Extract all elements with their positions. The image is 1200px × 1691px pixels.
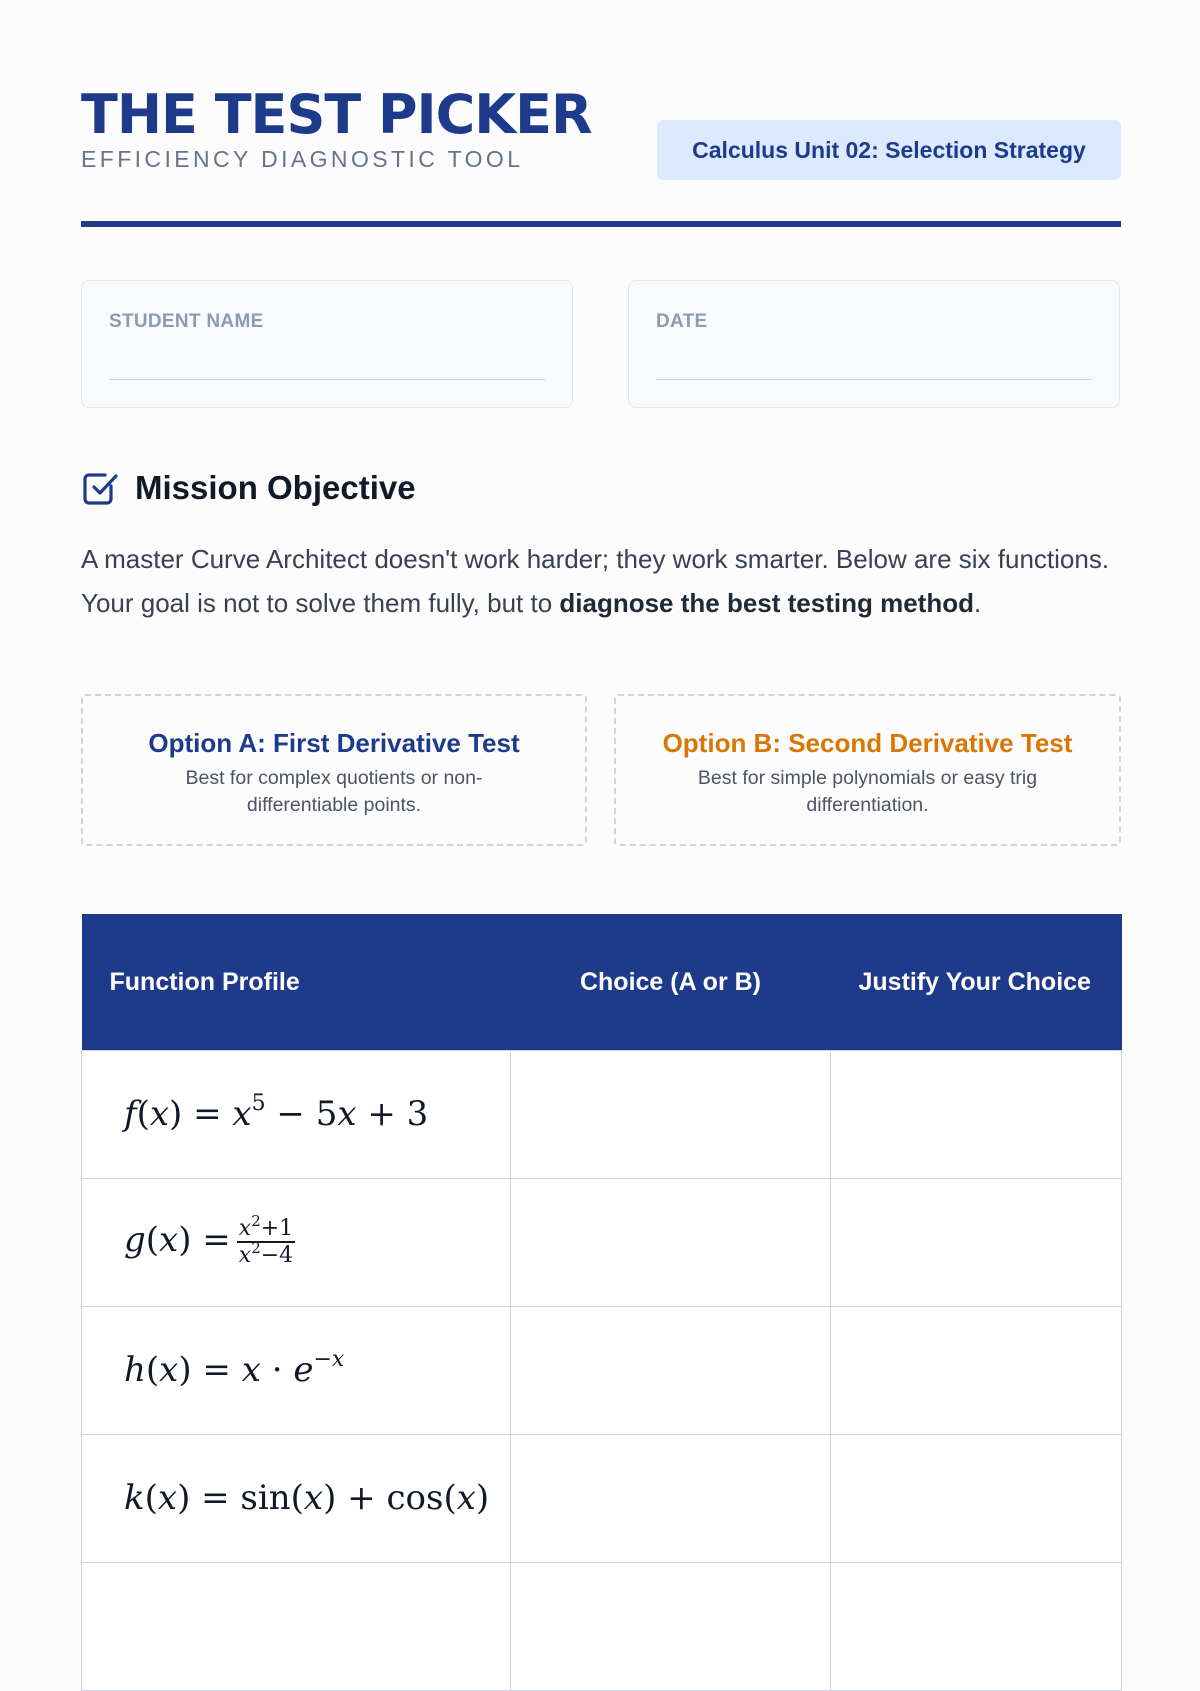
worksheet-page (81, 0, 1121, 1600)
worksheet-header (81, 84, 1121, 234)
function-expression-h: $h(x) = x \cdot e^{-x}$ (124, 1347, 345, 1390)
function-cell (82, 1050, 511, 1178)
header-justify: Justify Your Choice (831, 914, 1122, 1050)
checkbox-checked-icon (81, 468, 121, 508)
mission-text (81, 538, 1121, 625)
choice-cell[interactable] (511, 1434, 831, 1562)
table-row (82, 1050, 1122, 1178)
student-name-line[interactable] (109, 379, 545, 380)
option-a-title: Option A: First Derivative Test (148, 728, 520, 758)
function-cell (82, 1178, 511, 1306)
justification-cell[interactable] (831, 1306, 1122, 1434)
page-title: THE TEST PICKER (81, 83, 592, 146)
function-cell (82, 1434, 511, 1562)
mission-title: Mission Objective (135, 469, 416, 506)
choice-cell[interactable] (511, 1178, 831, 1306)
student-name-field[interactable] (81, 280, 573, 408)
function-expression-g: g(x) = $\frac{x^2+1}{x^2-4}$ (124, 1212, 294, 1268)
option-a-card (81, 694, 587, 846)
function-cell (82, 1306, 511, 1434)
option-b-description: Best for simple polynomials or easy trig differentiation. (697, 767, 1038, 816)
mission-text-intro: A master Curve Architect doesn't work harder; they work smarter. Below are six functions. Your goal is not to solve them fully, but to (81, 544, 1110, 618)
choice-cell[interactable] (511, 1050, 831, 1178)
unit-badge: Calculus Unit 02: Selection Strategy (657, 120, 1121, 180)
table-row (82, 1306, 1122, 1434)
option-b-title: Option B: Second Derivative Test (662, 728, 1073, 758)
option-a-description: Best for complex quotients or non-differentiable points. (185, 767, 483, 816)
fraction: $\frac{x^2+1}{x^2-4}$ (238, 1212, 294, 1268)
table-row (82, 1178, 1122, 1306)
date-field[interactable] (628, 280, 1120, 408)
table-row (82, 1434, 1122, 1562)
mission-text-emphasis: diagnose the best testing method (559, 587, 974, 618)
mission-heading (81, 466, 416, 510)
justification-cell[interactable] (831, 1434, 1122, 1562)
mission-text-end: . (973, 587, 982, 618)
choice-cell[interactable] (511, 1306, 831, 1434)
function-expression-f: $f(x) = x^5 - 5x + 3$ (124, 1091, 429, 1134)
header-function-profile: Function Profile (82, 914, 511, 1050)
choice-cell[interactable] (511, 1562, 831, 1690)
function-expression-k: k(x) = sin(x) + cos(x) (124, 1478, 490, 1518)
function-cell (82, 1562, 511, 1690)
student-name-label: STUDENT NAME (109, 311, 264, 332)
header-choice: Choice (A or B) (511, 914, 831, 1050)
table-row (82, 1562, 1122, 1690)
justification-cell[interactable] (831, 1050, 1122, 1178)
date-line[interactable] (656, 379, 1092, 380)
table-header-row (82, 914, 1122, 1050)
justification-cell[interactable] (831, 1178, 1122, 1306)
justification-cell[interactable] (831, 1562, 1122, 1690)
function-table (81, 914, 1122, 1691)
page-subtitle: EFFICIENCY DIAGNOSTIC TOOL (81, 146, 524, 172)
date-label: DATE (656, 311, 708, 332)
header-divider (81, 221, 1121, 227)
function-table-wrapper (81, 914, 1121, 1691)
option-b-card (614, 694, 1121, 846)
